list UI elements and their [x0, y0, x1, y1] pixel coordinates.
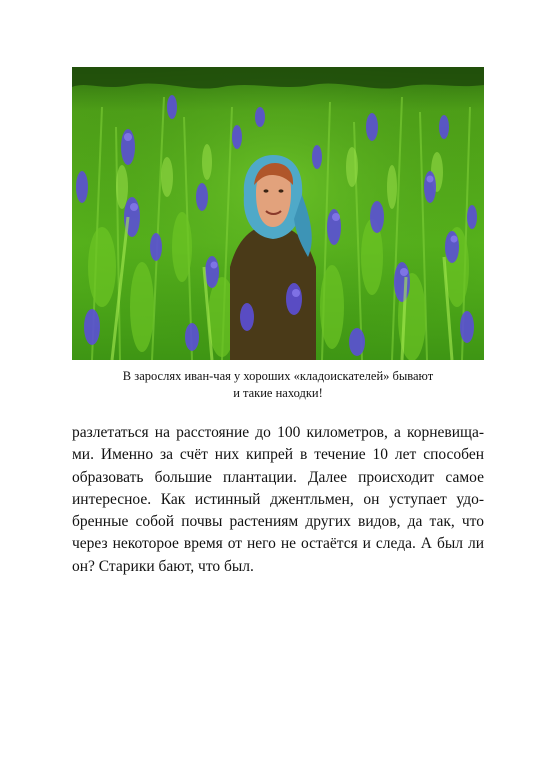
body-line: ми. Именно за счёт них кипрей в течение 10 лет способен — [72, 446, 484, 464]
body-line: образовать большие плантации. Далее происходит самое — [72, 468, 484, 486]
caption-line-1: В зарослях иван-чая у хороших «кладоискателей» бывают — [122, 369, 434, 383]
body-line: он? Старики бают, что был. — [72, 557, 254, 575]
fireweed-photo-illustration — [72, 67, 484, 360]
body-line: интересное. Как истинный джентльмен, он уступает удо- — [72, 490, 484, 508]
body-line: разлетаться на расстояние до 100 километров, а корневища- — [72, 424, 484, 441]
body-paragraph — [72, 422, 484, 578]
photo-caption — [72, 368, 484, 402]
body-line: через некоторое время от него не остаётся и следа. А был ли — [72, 535, 484, 553]
caption-line-2: и такие находки! — [233, 386, 323, 400]
fireweed-photo — [72, 67, 484, 360]
body-line: бренные собой почвы растениям других видов, да так, что — [72, 513, 484, 531]
